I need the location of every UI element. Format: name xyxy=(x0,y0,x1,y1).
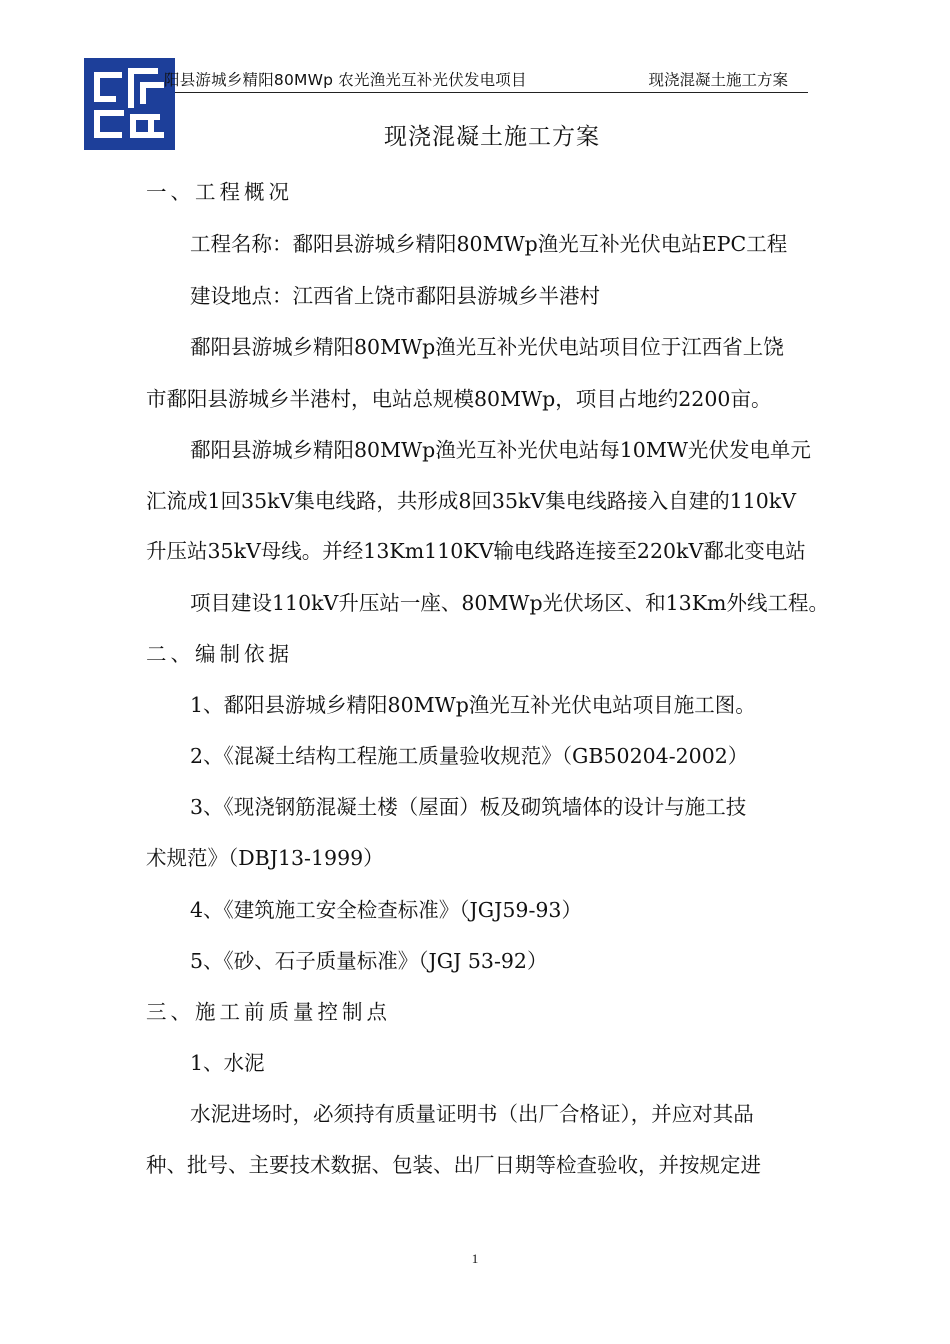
paragraph-line: 升压站35kV母线。并经13Km110KV输电线路连接至220kV鄱北变电站 xyxy=(146,539,806,563)
paragraph-line: 工程名称：鄱阳县游城乡精阳80MWp渔光互补光伏电站EPC工程 xyxy=(190,232,788,256)
paragraph-line: 项目建设110kV升压站一座、80MWp光伏场区、和13Km外线工程。 xyxy=(190,591,829,615)
document-title: 现浇混凝土施工方案 xyxy=(384,124,600,150)
header-project-name: 阳县游城乡精阳80MWp 农光渔光互补光伏发电项目 xyxy=(164,71,527,89)
list-item: 3、《现浇钢筋混凝土楼（屋面）板及砌筑墙体的设计与施工技 xyxy=(190,795,747,819)
paragraph-line: 汇流成1回35kV集电线路，共形成8回35kV集电线路接入自建的110kV xyxy=(146,489,797,513)
list-item: 5、《砂、石子质量标准》（JGJ 53-92） xyxy=(190,949,548,973)
section-heading-overview: 一、工程概况 xyxy=(146,180,293,204)
paragraph-line: 种、批号、主要技术数据、包装、出厂日期等检查验收，并按规定进 xyxy=(146,1153,761,1177)
paragraph-line: 市鄱阳县游城乡半港村，电站总规模80MWp，项目占地约2200亩。 xyxy=(146,387,772,411)
paragraph-line: 鄱阳县游城乡精阳80MWp渔光互补光伏电站项目位于江西省上饶 xyxy=(190,335,784,359)
section-heading-basis: 二、编制依据 xyxy=(146,642,293,666)
page-number: 1 xyxy=(471,1251,479,1266)
list-item: 2、《混凝土结构工程施工质量验收规范》（GB50204-2002） xyxy=(190,744,749,768)
list-item: 1、鄱阳县游城乡精阳80MWp渔光互补光伏电站项目施工图。 xyxy=(190,693,756,717)
paragraph-line: 建设地点：江西省上饶市鄱阳县游城乡半港村 xyxy=(190,284,600,308)
paragraph-line: 鄱阳县游城乡精阳80MWp渔光互补光伏电站每10MW光伏发电单元 xyxy=(190,438,811,462)
list-item-continuation: 术规范》（DBJ13-1999） xyxy=(146,846,384,870)
list-item: 4、《建筑施工安全检查标准》（JGJ59-93） xyxy=(190,898,582,922)
section-heading-quality: 三、施工前质量控制点 xyxy=(146,1000,391,1024)
subsection-heading: 1、水泥 xyxy=(190,1051,265,1075)
header-rule xyxy=(175,92,808,93)
header-doc-name: 现浇混凝土施工方案 xyxy=(648,71,788,89)
paragraph-line: 水泥进场时，必须持有质量证明书（出厂合格证），并应对其品 xyxy=(190,1102,754,1126)
